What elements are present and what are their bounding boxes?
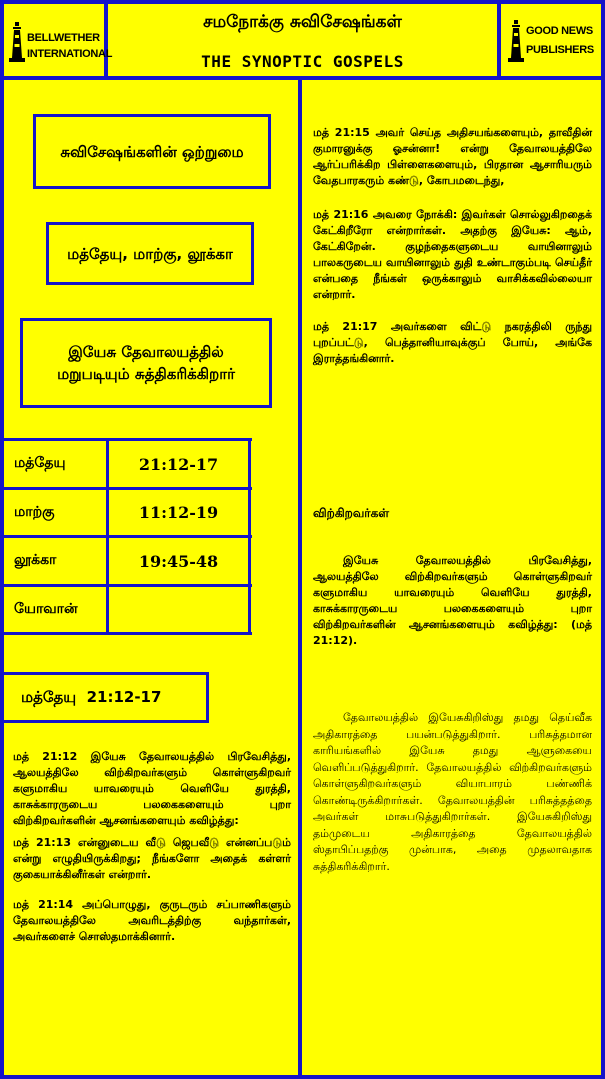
- table-row-ref: 21:12-17: [138, 454, 219, 474]
- lighthouse-icon: [508, 18, 524, 62]
- gospels-list-box: மத்தேயு, மாற்கு, லூக்கா: [46, 222, 254, 285]
- verse-paragraph: மத் 21:17 அவர்களை விட்டு நகரத்திலி ருந்து புறப்பட்டு, பெத்தானியாவுக்குப் போய், அங்கே இராத்தங்கினார்.: [313, 320, 592, 365]
- verse-paragraph: மத் 21:15 அவர் செய்த அதிசயங்களையும், தாவீதின் குமாரனுக்கு ஓசன்னா! என்று தேவாலயத்திலே ஆர்ப்பரிக்கிற பிள்ளைகளையும், பிரதான ஆசாரியரும் வேதபாரகரும் கண்டு, கோபமடைந்து,: [313, 126, 592, 187]
- logo-line2: PUBLISHERS: [526, 44, 594, 56]
- title-tamil: சமநோக்கு சுவிசேஷங்கள்: [203, 12, 402, 32]
- table-row-book: யோவான்: [14, 600, 78, 617]
- passage-label: மத்தேயு 21:12-17: [0, 672, 209, 723]
- commentary-paragraph: தேவாலயத்தில் இயேசுகிறிஸ்து தமது தெய்வீக அதிகாரத்தை பயன்படுத்துகிறார். பரிசுத்தமான காரியங்களில் இயேசு தமது ஆளுகையை வெளிப்படுத்துகிறார். தேவாலயத்தில் விற்கிறவர்களும் கொள்ளுகிறவர்களும் வியாபாரம் பண்ணிக் கொண்டிருக்கிறார்கள். தேவாலயத்தின் பரிசுத்தத்தை அவர்கள் மாசுபடுத்துகிறார்கள். இயேசுகிறிஸ்து தம்முடைய அதிகாரத்தை தேவாலயத்தில் ஸ்தாபிப்பதற்கு முன்பாக, அதை முதலாவதாக சுத்திகரிக்கிறார்.: [313, 711, 592, 873]
- lighthouse-icon: [9, 20, 25, 62]
- header-right-divider: [497, 0, 501, 80]
- table-row-ref: 11:12-19: [138, 503, 219, 522]
- logo-line1: GOOD NEWS: [526, 25, 593, 37]
- reference-table: [0, 438, 252, 636]
- topic-box: இயேசு தேவாலயத்தில் மறுபடியும் சுத்திகரிக்கிறார்: [20, 318, 272, 408]
- bellwether-logo: [9, 16, 113, 62]
- verse-paragraph: மத் 21:16 அவரை நோக்கி: இவர்கள் சொல்லுகிறதைக் கேட்கிறீரோ என்றார்கள். அதற்கு இயேசு: ஆம், கேட்கிறேன். குழந்தைகளுடைய வாயினாலும் பாலகருடைய வாயினாலும் துதி உண்டாகும்படி செய்தீர் என்பதை நீங்கள் ஒருக்காலும் வாசிக்கவில்லையா என்றார்.: [313, 208, 592, 301]
- logo-line1: BELLWETHER: [27, 32, 100, 44]
- column-divider: [298, 76, 302, 1079]
- table-row-ref: 19:45-48: [138, 551, 219, 571]
- summary-paragraph: இயேசு தேவாலயத்தில் பிரவேசித்து, ஆலயத்திலே விற்கிறவர்களும் கொள்ளுகிறவர் களுமாகிய யாவரையும் வெளியே துரத்தி, காசுக்காரருடைய பலகைகளையும் புறா விற்கிறவர்களின் ஆசனங்களையும் கவிழ்த்து: (மத் 21:12).: [313, 554, 592, 647]
- left-verses: [13, 749, 291, 945]
- verse-paragraph: மத் 21:12 இயேசு தேவாலயத்தில் பிரவேசித்து, ஆலயத்திலே விற்கிறவர்களும் கொள்ளுகிறவர் களுமாகிய யாவரையும் வெளியே துரத்தி, காசுக்காரருடைய பலகைகளையும் புறா விற்கிறவர்களின் ஆசனங்களையும் கவிழ்த்து:: [13, 750, 291, 827]
- table-row-book: மத்தேயு: [14, 455, 66, 471]
- subheading: விற்கிறவர்கள்: [313, 506, 390, 520]
- verse-paragraph: மத் 21:14 அப்பொழுது, குருடரும் சப்பாணிகளும் தேவாலயத்திலே அவரிடத்திற்கு வந்தார்கள், அவர்களைச் சொஸ்தமாக்கினார்.: [13, 898, 291, 943]
- good-news-logo: [508, 14, 600, 62]
- header-divider: [0, 76, 605, 80]
- verse-paragraph: மத் 21:13 என்னுடைய வீடு ஜெபவீடு என்னப்படும் என்று எழுதியிருக்கிறது; நீங்களோ அதைக் கள்ளர் குகையாக்கினீர்கள் என்றார்.: [13, 836, 291, 881]
- gospel-harmony-box: சுவிசேஷங்களின் ஒற்றுமை: [33, 114, 271, 189]
- title-english: THE SYNOPTIC GOSPELS: [201, 52, 404, 71]
- table-row-ref: [109, 587, 248, 632]
- logo-line2: INTERNATIONAL: [27, 48, 113, 60]
- table-row-book: லூக்கா: [14, 552, 57, 568]
- right-verses: [313, 125, 592, 367]
- table-row-book: மாற்கு: [14, 503, 55, 520]
